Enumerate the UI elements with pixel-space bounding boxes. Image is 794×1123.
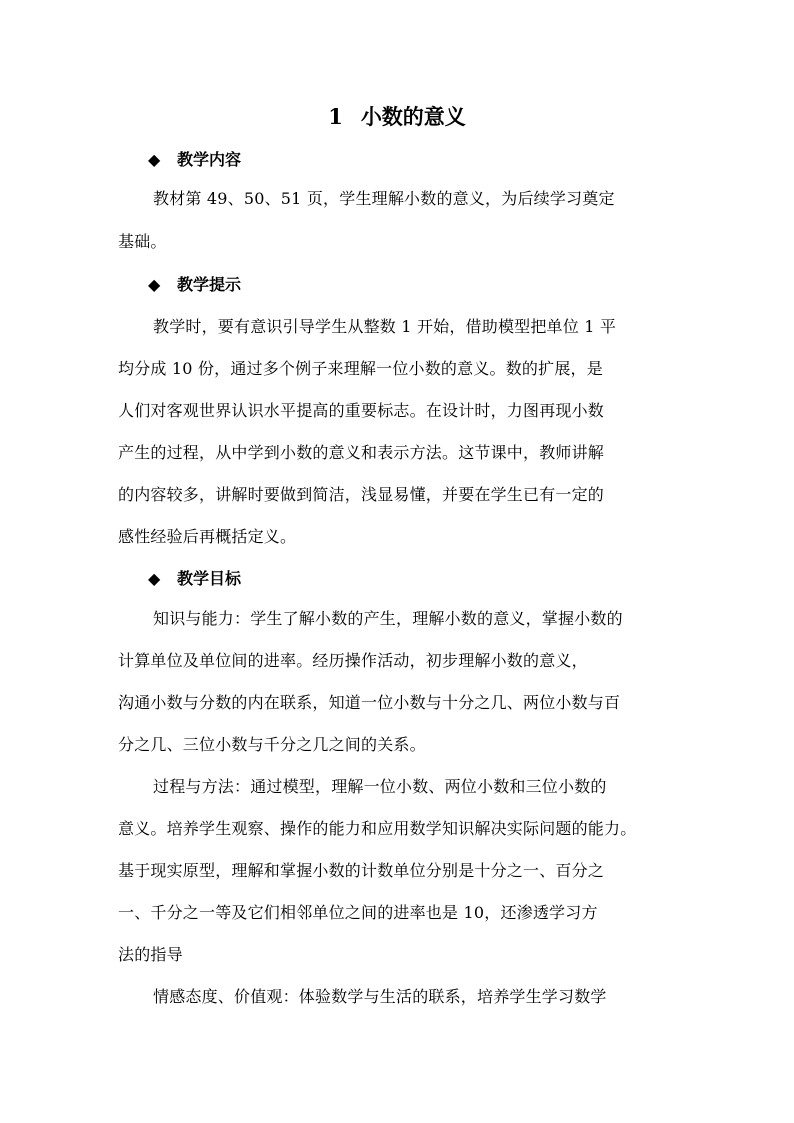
diamond-bullet-icon: ◆: [148, 150, 161, 169]
paragraph-line: 感性经验后再概括定义。: [118, 527, 297, 546]
paragraph-line: 一、千分之一等及它们相邻单位之间的进率也是 10，还渗透学习方: [118, 903, 598, 922]
section-heading-text: 教学提示: [177, 275, 242, 294]
paragraph-line: 基于现实原型，理解和掌握小数的计数单位分别是十分之一、百分之: [118, 861, 605, 880]
section-heading-text: 教学内容: [177, 150, 242, 169]
paragraph-line: 人们对客观世界认识水平提高的重要标志。在设计时，力图再现小数: [118, 401, 605, 420]
section-heading-goals: [148, 567, 241, 591]
paragraph-line: 意义。培养学生观察、操作的能力和应用数学知识解决实际问题的能力。: [118, 819, 637, 838]
paragraph-line: 均分成 10 份，通过多个例子来理解一位小数的意义。数的扩展，是: [118, 359, 603, 378]
paragraph-line: 的内容较多，讲解时要做到简洁，浅显易懂，并要在学生已有一定的: [118, 485, 605, 504]
diamond-bullet-icon: ◆: [148, 275, 161, 294]
paragraph-line: 过程与方法：通过模型，理解一位小数、两位小数和三位小数的: [153, 777, 607, 796]
paragraph-line: 教材第 49、50、51 页，学生理解小数的意义，为后续学习奠定: [153, 189, 615, 208]
section-heading-tips: [148, 273, 241, 297]
paragraph-line: 产生的过程，从中学到小数的意义和表示方法。这节课中，教师讲解: [118, 443, 605, 462]
diamond-bullet-icon: ◆: [148, 569, 161, 588]
paragraph-line: 教学时，要有意识引导学生从整数 1 开始，借助模型把单位 1 平: [153, 317, 617, 336]
paragraph-line: 基础。: [118, 232, 167, 251]
section-heading-content: [148, 148, 241, 172]
paragraph-line: 沟通小数与分数的内在联系，知道一位小数与十分之几、两位小数与百: [118, 693, 621, 712]
paragraph-line: 知识与能力：学生了解小数的产生，理解小数的意义，掌握小数的: [153, 609, 623, 628]
title-text: 小数的意义: [360, 104, 466, 129]
paragraph-line: 法的指导: [118, 945, 183, 964]
paragraph-line: 分之几、三位小数与千分之几之间的关系。: [118, 735, 426, 754]
title-number: 1: [328, 104, 343, 129]
section-heading-text: 教学目标: [177, 569, 242, 588]
paragraph-line: 情感态度、价值观：体验数学与生活的联系，培养学生学习数学: [153, 987, 607, 1006]
page-title: [0, 101, 794, 133]
paragraph-line: 计算单位及单位间的进率。经历操作活动，初步理解小数的意义，: [118, 651, 588, 670]
